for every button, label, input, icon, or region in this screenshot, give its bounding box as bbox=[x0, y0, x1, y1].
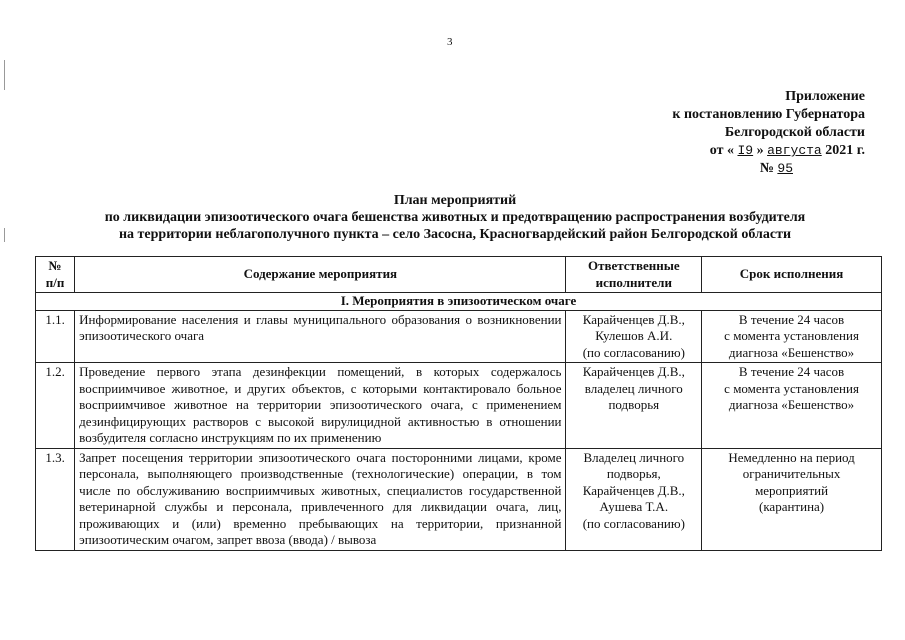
table-row bbox=[36, 448, 882, 550]
title-line-1: План мероприятий bbox=[393, 193, 517, 208]
row-responsible: Карайченцев Д.В., владелец личного подворья bbox=[566, 363, 702, 449]
row-num: 1.1. bbox=[36, 310, 75, 363]
date-day: I9 bbox=[737, 143, 754, 158]
scan-edge-mark bbox=[4, 228, 5, 242]
header-num: № п/п bbox=[36, 257, 75, 293]
number-value: 95 bbox=[777, 161, 793, 176]
row-deadline: В течение 24 часов с момента установления диагноза «Бешенство» bbox=[702, 310, 882, 363]
row-content: Информирование населения и главы муниципального образования о возникновении эпизоотического очага bbox=[75, 310, 566, 363]
title-line-3: на территории неблагополучного пункта – село Засосна, Красногвардейский район Белгородской области bbox=[118, 227, 792, 242]
appendix-date bbox=[605, 142, 865, 160]
page-number: 3 bbox=[447, 36, 453, 48]
date-month: августа bbox=[767, 143, 822, 158]
table-row bbox=[36, 363, 882, 449]
plan-table bbox=[35, 256, 882, 551]
appendix-block bbox=[605, 88, 865, 178]
row-num: 1.3. bbox=[36, 448, 75, 550]
row-content: Запрет посещения территории эпизоотического очага посторонними лицами, кроме персонала, выполняющего производственные (технологические) операции, в том числе по обслуживанию восприимчивых животных, специалистов государственной ветеринарной службы и персонала, привлеченного для ликвидации очага, лиц, проживающих и (или) временно пребывающих на территории, признанной эпизоотическим очагом, запрет ввоза (ввода) / вывоза bbox=[75, 448, 566, 550]
header-responsible: Ответственные исполнители bbox=[566, 257, 702, 293]
table-row bbox=[36, 310, 882, 363]
date-prefix: от « bbox=[709, 143, 734, 158]
row-deadline: В течение 24 часов с момента установления диагноза «Бешенство» bbox=[702, 363, 882, 449]
scan-edge-mark bbox=[4, 60, 5, 90]
date-mid: » bbox=[756, 143, 764, 158]
number-prefix: № bbox=[759, 161, 774, 176]
table-header-row bbox=[36, 257, 882, 293]
appendix-region: Белгородской области bbox=[724, 125, 865, 140]
header-deadline: Срок исполнения bbox=[702, 257, 882, 293]
row-responsible: Карайченцев Д.В., Кулешов А.И. (по согласованию) bbox=[566, 310, 702, 363]
appendix-decree: к постановлению Губернатора bbox=[672, 107, 865, 122]
row-content: Проведение первого этапа дезинфекции помещений, в которых содержалось восприимчивое животное, и других объектов, с которыми контактировало больное восприимчивое животное на территории эпизоотического очага, с применением дезинфицирующих растворов с высокой вирулицидной активностью в отношении возбудителя согласно инструкциям по их применению bbox=[75, 363, 566, 449]
row-deadline: Немедленно на период ограничительных мероприятий (карантина) bbox=[702, 448, 882, 550]
document-title bbox=[40, 192, 870, 243]
section-title: I. Мероприятия в эпизоотическом очаге bbox=[36, 293, 882, 311]
row-num: 1.2. bbox=[36, 363, 75, 449]
header-content: Содержание мероприятия bbox=[75, 257, 566, 293]
date-year: 2021 г. bbox=[825, 143, 865, 158]
section-row bbox=[36, 293, 882, 311]
appendix-title: Приложение bbox=[785, 89, 865, 104]
row-responsible: Владелец личного подворья, Карайченцев Д.В., Аушева Т.А. (по согласованию) bbox=[566, 448, 702, 550]
appendix-number bbox=[605, 160, 865, 178]
title-line-2: по ликвидации эпизоотического очага бешенства животных и предотвращению распространения возбудителя bbox=[104, 210, 806, 225]
